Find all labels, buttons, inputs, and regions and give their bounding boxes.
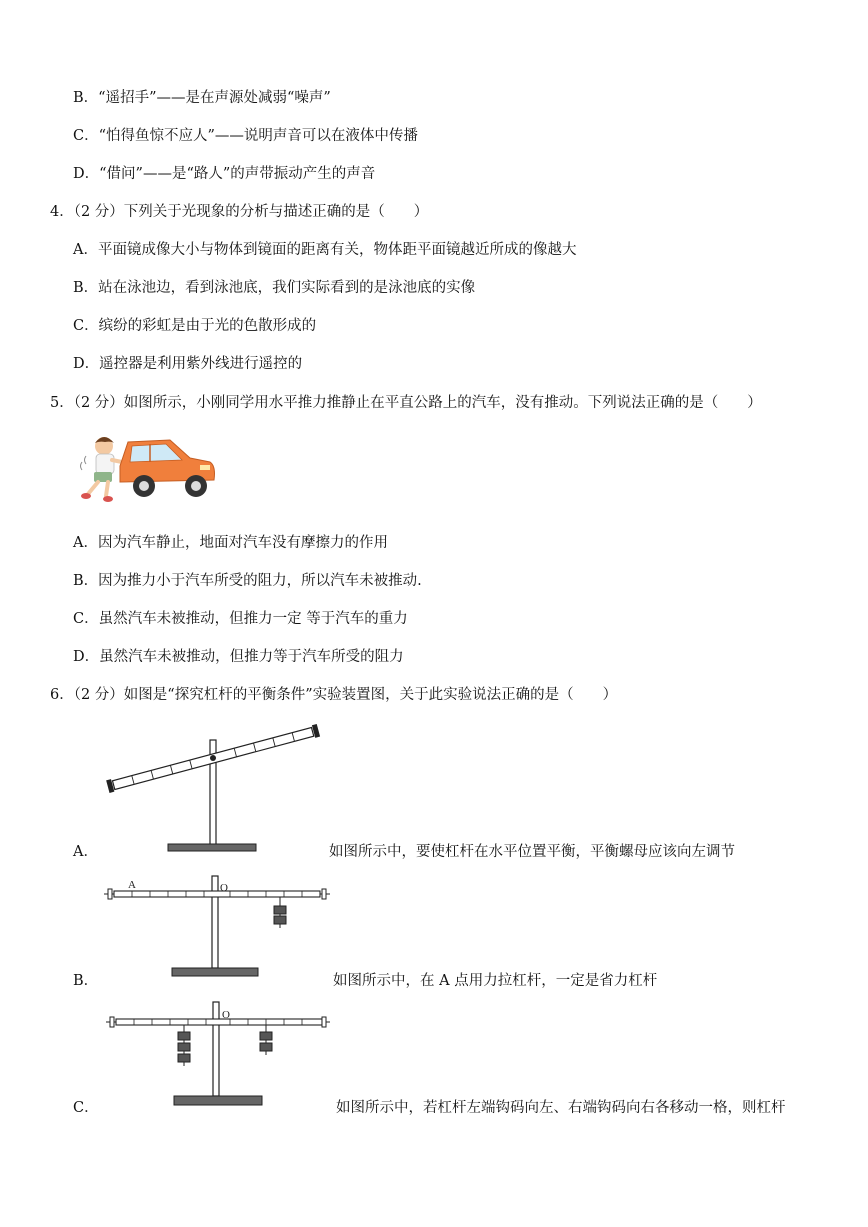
q6-option-a-text: 如图所示中，要使杠杆在水平位置平衡，平衡螺母应该向左调节 bbox=[329, 844, 735, 860]
point-a-label: A bbox=[128, 879, 136, 891]
q6-option-b-letter: B． bbox=[73, 973, 99, 989]
q3-option-b: B．“遥招手”——是在声源处减弱“噪声” bbox=[73, 90, 331, 106]
q4-option-d: D．遥控器是利用紫外线进行遥控的 bbox=[73, 356, 303, 372]
lever-with-hanging-weights-figure-b bbox=[100, 874, 332, 984]
pivot-o-label: O bbox=[220, 882, 228, 894]
q5-option-a: A．因为汽车静止，地面对汽车没有摩擦力的作用 bbox=[73, 535, 388, 551]
lever-with-hanging-weights-figure-c bbox=[104, 998, 332, 1110]
q4-option-b: B．站在泳池边，看到泳池底，我们实际看到的是泳池底的实像 bbox=[73, 280, 476, 296]
q5-option-c: C．虽然汽车未被推动，但推力一定 等于汽车的重力 bbox=[73, 611, 408, 627]
q6-option-a-letter: A． bbox=[73, 844, 98, 860]
q5-option-b: B．因为推力小于汽车所受的阻力，所以汽车未被推动. bbox=[73, 573, 422, 589]
q3-option-d: D．“借问”——是“路人”的声带振动产生的声音 bbox=[73, 166, 376, 182]
q6-option-c-letter: C． bbox=[73, 1100, 99, 1116]
q6-stem: 6．（2 分）如图是“探究杠杆的平衡条件”实验装置图，关于此实验说法正确的是（ ） bbox=[50, 687, 618, 703]
q5-option-d: D．虽然汽车未被推动，但推力等于汽车所受的阻力 bbox=[73, 649, 404, 665]
q6-option-b-text: 如图所示中，在 A 点用力拉杠杆，一定是省力杠杆 bbox=[333, 973, 658, 989]
q5-stem: 5．（2 分）如图所示，小刚同学用水平推力推静止在平直公路上的汽车，没有推动。下列说法正确的是（ ） bbox=[50, 395, 762, 411]
q4-option-c: C．缤纷的彩虹是由于光的色散形成的 bbox=[73, 318, 317, 334]
q6-option-c-text: 如图所示中，若杠杆左端钩码向左、右端钩码向右各移动一格，则杠杆 bbox=[336, 1100, 786, 1116]
pivot-o-label-c: O bbox=[222, 1009, 230, 1021]
boy-pushing-car-illustration bbox=[78, 432, 220, 508]
q4-stem: 4．（2 分）下列关于光现象的分析与描述正确的是（ ） bbox=[50, 204, 429, 220]
q4-option-a: A．平面镜成像大小与物体到镜面的距离有关，物体距平面镜越近所成的像越大 bbox=[73, 242, 577, 258]
q3-option-c: C．“怕得鱼惊不应人”——说明声音可以在液体中传播 bbox=[73, 128, 418, 144]
tilted-lever-figure bbox=[100, 720, 330, 856]
